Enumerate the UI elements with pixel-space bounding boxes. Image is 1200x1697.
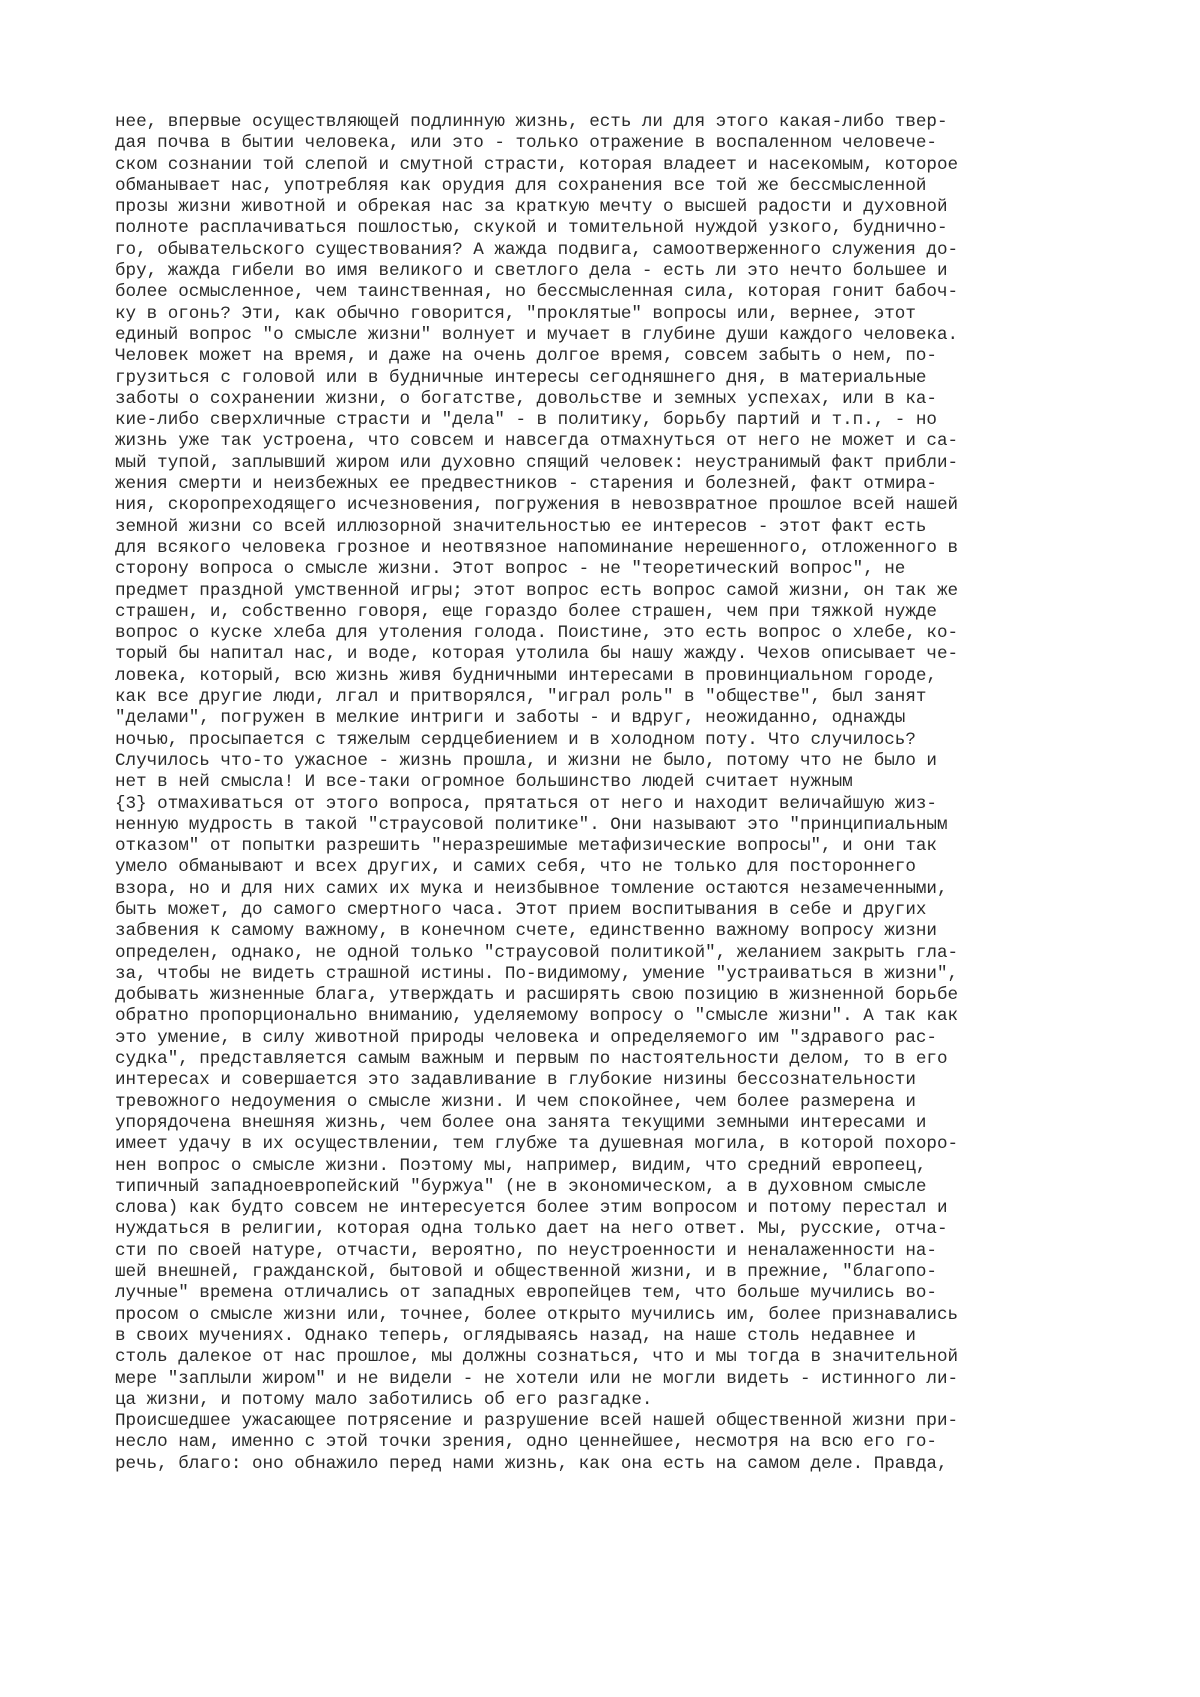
text-line: лучные" времена отличались от западных европейцев тем, что больше мучились во- [115, 1283, 937, 1304]
text-line: ненную мудрость в такой "страусовой политике". Они называют это "принципиальным [115, 814, 948, 835]
text-line: ском сознании той слепой и смутной страсти, которая владеет и насекомым, которое [115, 154, 959, 175]
text-line: ку в огонь? Эти, как обычно говорится, "проклятые" вопросы или, вернее, этот [115, 303, 916, 324]
text-line: жизнь уже так устроена, что совсем и навсегда отмахнуться от него не может и са- [115, 431, 959, 452]
text-line: судка", представляется самым важным и первым по настоятельности делом, то в его [115, 1049, 948, 1070]
text-line: обратно пропорционально вниманию, уделяемому вопросу о "смысле жизни". А так как [115, 1006, 959, 1027]
text-line: ловека, который, всю жизнь живя будничными интересами в провинциальном городе, [115, 665, 937, 686]
text-line: бру, жажда гибели во имя великого и светлого дела - есть ли это нечто большее и [115, 261, 948, 282]
text-line: мый тупой, заплывший жиром или духовно спящий человек: неустранимый факт прибли- [115, 452, 959, 473]
text-line: жения смерти и неизбежных ее предвестников - старения и болезней, факт отмира- [115, 474, 937, 495]
text-line: заботы о сохранении жизни, о богатстве, довольстве и земных успехах, или в ка- [115, 388, 937, 409]
text-line: забвения к самому важному, в конечном счете, единственно важному вопросу жизни [115, 921, 937, 942]
text-line: прозы жизни животной и обрекая нас за краткую мечту о высшей радости и духовной [115, 197, 948, 218]
text-line: торый бы напитал нас, и воде, которая утолила бы нашу жажду. Чехов описывает че- [115, 644, 959, 665]
text-line: Случилось что-то ужасное - жизнь прошла, и жизни не было, потому что не было и [115, 750, 937, 771]
text-line: нуждаться в религии, которая одна только дает на него ответ. Мы, русские, отча- [115, 1219, 948, 1240]
text-line: дая почва в бытии человека, или это - только отражение в воспаленном человече- [115, 133, 937, 154]
text-line: "делами", погружен в мелкие интриги и заботы - и вдруг, неожиданно, однажды [115, 708, 906, 729]
text-line: типичный западноевропейский "буржуа" (не в экономическом, а в духовном смысле [115, 1176, 927, 1197]
text-line: нен вопрос о смысле жизни. Поэтому мы, например, видим, что средний европеец, [115, 1155, 927, 1176]
text-line: тревожного недоумения о смысле жизни. И чем спокойнее, чем более размерена и [115, 1091, 916, 1112]
text-line: упорядочена внешняя жизнь, чем более она занята текущими земными интересами и [115, 1112, 927, 1133]
text-line: просом о смысле жизни или, точнее, более открыто мучились им, более признавались [115, 1304, 959, 1325]
body-text [115, 112, 1095, 1475]
text-line: нет в ней смысла! И все-таки огромное большинство людей считает нужным [115, 772, 853, 793]
text-line: единый вопрос "о смысле жизни" волнует и мучает в глубине души каждого человека. [115, 324, 959, 345]
text-line: нее, впервые осуществляющей подлинную жизнь, есть ли для этого какая-либо твер- [115, 112, 948, 132]
text-line: сти по своей натуре, отчасти, вероятно, по неустроенности и неналаженности на- [115, 1240, 937, 1261]
text-line: грузиться с головой или в будничные интересы сегодняшнего дня, в материальные [115, 367, 927, 388]
text-line: шей внешней, гражданской, бытовой и общественной жизни, и в прежние, "благопо- [115, 1262, 937, 1283]
text-line: обманывает нас, употребляя как орудия для сохранения все той же бессмысленной [115, 175, 927, 196]
text-line: более осмысленное, чем таинственная, но бессмысленная сила, которая гонит бабоч- [115, 282, 959, 303]
text-line: сторону вопроса о смысле жизни. Этот вопрос - не "теоретический вопрос", не [115, 559, 906, 580]
text-line: быть может, до самого смертного часа. Этот прием воспитывания в себе и других [115, 899, 927, 920]
text-line: слова) как будто совсем не интересуется более этим вопросом и потому перестал и [115, 1198, 948, 1219]
text-line: Происшедшее ужасающее потрясение и разрушение всей нашей общественной жизни при- [115, 1411, 959, 1432]
text-line: умело обманывают и всех других, и самих себя, что не только для постороннего [115, 857, 916, 878]
text-line: земной жизни со всей иллюзорной значительностью ее интересов - этот факт есть [115, 516, 927, 537]
text-line: столь далекое от нас прошлое, мы должны сознаться, что и мы тогда в значительной [115, 1347, 959, 1368]
text-line: Человек может на время, и даже на очень долгое время, совсем забыть о нем, по- [115, 346, 937, 367]
text-line: за, чтобы не видеть страшной истины. По-видимому, умение "устраиваться в жизни", [115, 963, 959, 984]
text-line: ца жизни, и потому мало заботились об его разгадке. [115, 1389, 653, 1410]
text-line: речь, благо: оно обнажило перед нами жизнь, как она есть на самом деле. Правда, [115, 1453, 948, 1474]
text-line: отказом" от попытки разрешить "неразрешимые метафизические вопросы", и они так [115, 836, 937, 857]
text-line: добывать жизненные блага, утверждать и расширять свою позицию в жизненной борьбе [115, 985, 959, 1006]
text-line: несло нам, именно с этой точки зрения, одно ценнейшее, несмотря на всю его го- [115, 1432, 937, 1453]
text-line: {3} отмахиваться от этого вопроса, прятаться от него и находит величайшую жиз- [115, 793, 937, 814]
text-line: полноте расплачиваться пошлостью, скукой и томительной нуждой узкого, буднично- [115, 218, 948, 239]
text-line: страшен, и, собственно говоря, еще гораздо более страшен, чем при тяжкой нужде [115, 601, 937, 622]
text-line: кие-либо сверхличные страсти и "дела" - в политику, борьбу партий и т.п., - но [115, 410, 937, 431]
text-line: имеет удачу в их осуществлении, тем глубже та душевная могила, в которой похоро- [115, 1134, 959, 1155]
text-line: как все другие люди, лгал и притворялся, "играл роль" в "обществе", был занят [115, 687, 927, 708]
text-line: взора, но и для них самих их мука и неизбывное томление остаются незамеченными, [115, 878, 948, 899]
text-line: го, обывательского существования? А жажда подвига, самоотверженного служения до- [115, 239, 959, 260]
text-line: ночью, просыпается с тяжелым сердцебиением и в холодном поту. Что случилось? [115, 729, 916, 750]
text-line: предмет праздной умственной игры; этот вопрос есть вопрос самой жизни, он так же [115, 580, 959, 601]
text-line: в своих мучениях. Однако теперь, оглядываясь назад, на наше столь недавнее и [115, 1325, 916, 1346]
text-line: это умение, в силу животной природы человека и определяемого им "здравого рас- [115, 1027, 937, 1048]
text-line: для всякого человека грозное и неотвязное напоминание нерешенного, отложенного в [115, 537, 959, 558]
text-line: мере "заплыли жиром" и не видели - не хотели или не могли видеть - истинного ли- [115, 1368, 959, 1389]
text-line: вопрос о куске хлеба для утоления голода. Поистине, это есть вопрос о хлебе, ко- [115, 623, 959, 644]
text-line: ния, скоропреходящего исчезновения, погружения в невозвратное прошлое всей нашей [115, 495, 959, 516]
text-line: определен, однако, не одной только "страусовой политикой", желанием закрыть гла- [115, 942, 959, 963]
text-line: интересах и совершается это задавливание в глубокие низины бессознательности [115, 1070, 916, 1091]
